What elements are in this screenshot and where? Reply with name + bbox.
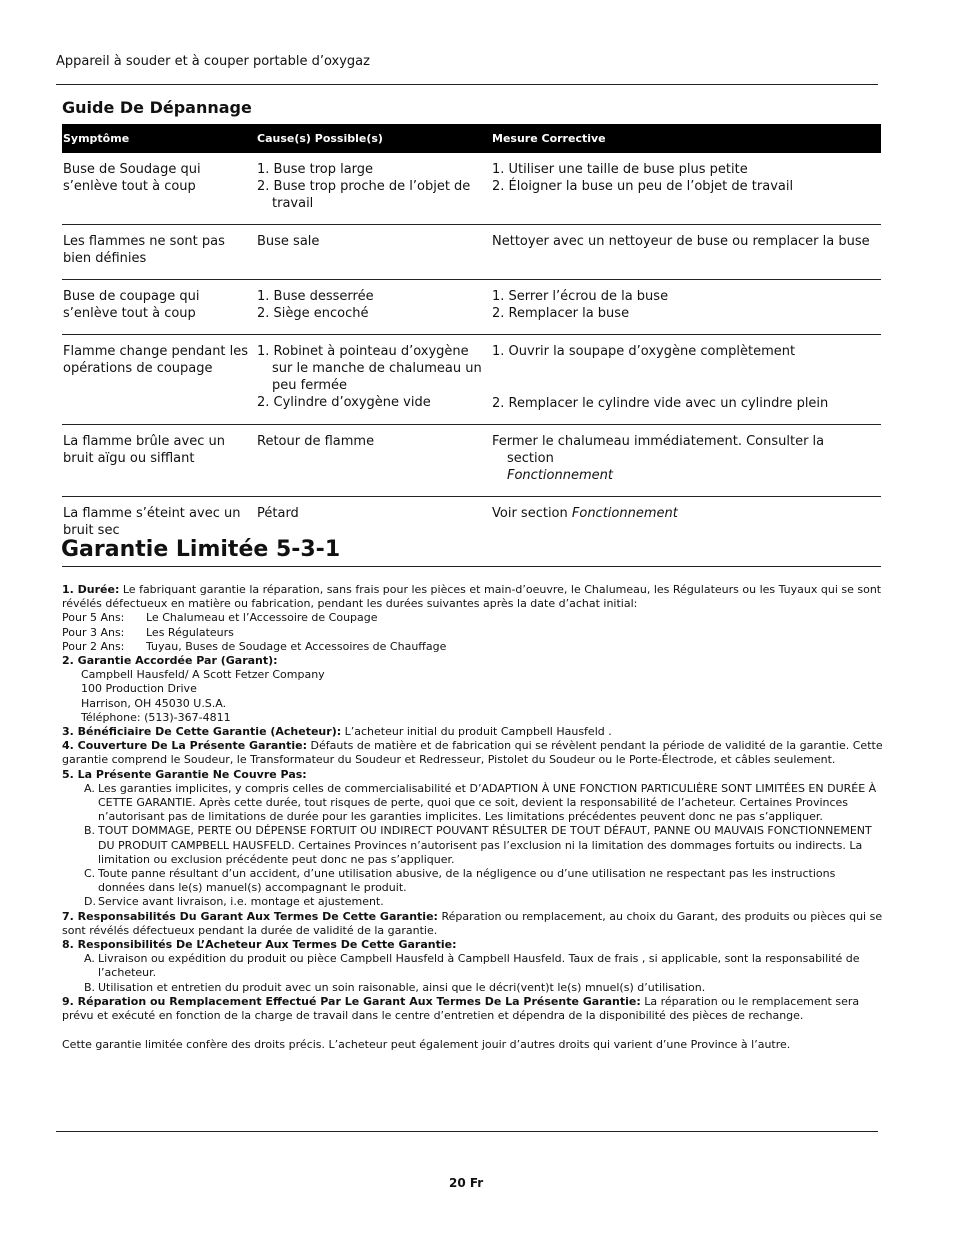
col-header-symptom: Symptôme — [63, 132, 130, 145]
item-letter: D. — [84, 895, 96, 909]
cause-item: 2. Siège encoché — [257, 306, 369, 321]
measures-cell — [491, 425, 881, 497]
warranty-section-5 — [62, 768, 884, 782]
measures-cell — [491, 335, 881, 425]
causes-cell — [256, 153, 491, 225]
warranty-body — [62, 583, 884, 1053]
troubleshooting-table — [62, 124, 881, 551]
list-item — [62, 895, 884, 909]
cause-item: 1. Buse desserrée — [257, 289, 374, 304]
duration-row — [62, 640, 884, 654]
table-row — [62, 335, 881, 425]
measure-text: Fermer le chalumeau immédiatement. Consulter la section — [492, 434, 825, 466]
section-label: 9. Réparation ou Remplacement Effectué Par Le Garant Aux Termes De La Présente Garantie: — [62, 994, 641, 1008]
section-text: La réparation ou le remplacement sera prévu et exécuté en fonction de la charge de travail dans le centre d’entretien et dépendra de la disponibilité des pièces de rechange. — [62, 994, 860, 1023]
list-item — [62, 867, 884, 895]
header-rule — [56, 84, 878, 85]
symptom-cell: La flamme brûle avec un bruit aïgu ou sifflant — [62, 425, 256, 497]
page-header: Appareil à souder et à couper portable d’oxygaz — [56, 54, 370, 69]
col-header-measures: Mesure Corrective — [492, 132, 606, 145]
cause-item: 1. Robinet à pointeau d’oxygène sur le manche de chalumeau un peu fermée — [257, 344, 482, 393]
footer-rule — [56, 1131, 878, 1132]
duration-value: Tuyau, Buses de Soudage et Accessoires de Chauffage — [146, 639, 447, 653]
warranty-title: Garantie Limitée 5-3-1 — [61, 537, 341, 562]
section-label: 3. Bénéficiaire De Cette Garantie (Acheteur): — [62, 725, 342, 739]
warranty-section-4 — [62, 739, 884, 767]
item-letter: B. — [84, 980, 96, 994]
item-letter: A. — [84, 781, 95, 795]
measure-link-text: Fonctionnement — [507, 468, 613, 483]
symptom-cell: La flamme s’éteint avec un bruit sec — [63, 506, 241, 538]
list-item — [62, 952, 884, 980]
section-label: 8. Responsibilités De L’Acheteur Aux Termes De Cette Garantie: — [62, 938, 457, 952]
warranty-section-9 — [62, 995, 884, 1023]
list-item — [62, 782, 884, 825]
symptom-cell: Buse de Soudage qui s’enlève tout à coup — [62, 153, 256, 225]
warranty-rule — [62, 566, 881, 567]
measures-cell — [491, 153, 881, 225]
section-label: 5. La Présente Garantie Ne Couvre Pas: — [62, 767, 307, 781]
cause-item: 2. Cylindre d’oxygène vide — [257, 395, 431, 410]
measures-cell — [491, 280, 881, 335]
measures-cell — [491, 497, 881, 552]
page-number: 20 Fr — [449, 1176, 484, 1190]
item-letter: A. — [84, 952, 95, 966]
section-label: 1. Durée: — [62, 583, 120, 596]
col-header-causes: Cause(s) Possible(s) — [257, 132, 383, 145]
measure-item: 2. Remplacer le cylindre vide avec un cylindre plein — [492, 396, 829, 411]
address-line: Campbell Hausfeld/ A Scott Fetzer Company — [81, 668, 325, 682]
duration-value: Le Chalumeau et l’Accessoire de Coupage — [146, 611, 378, 625]
duration-row — [62, 611, 884, 625]
list-item — [62, 981, 884, 995]
item-text: Service avant livraison, i.e. montage et ajustement. — [98, 895, 384, 909]
table-header-row — [62, 124, 881, 153]
symptom-cell: Les flammes ne sont pas bien définies — [62, 225, 256, 280]
measure-item: 1. Utiliser une taille de buse plus petite — [492, 162, 748, 177]
measure-item: 2. Éloigner la buse un peu de l’objet de travail — [492, 179, 794, 194]
table-row — [62, 425, 881, 497]
item-text: TOUT DOMMAGE, PERTE OU DÉPENSE FORTUIT OU INDIRECT POUVANT RÉSULTER DE TOUT DÉFAUT, PANNE OU MAUVAIS FONCTIONNEMENT DU PRODUIT CAMPBELL HAUSFELD. Certaines Provinces n’autorisent pas l’exclusion ni la limitation des dommages fortuits ou indirects. La limitation ou exclusion précédente peut donc ne pas s’appliquer. — [98, 824, 872, 866]
warranty-section-2 — [62, 654, 884, 668]
warranty-section-1 — [62, 583, 884, 611]
section-label: 2. Garantie Accordée Par (Garant): — [62, 654, 278, 668]
item-text: Les garanties implicites, y compris celles de commercialisabilité et D’ADAPTION À UNE FONCTION PARTICULIÈRE SONT LIMITÉES EN DURÉE À CETTE GARANTIE. Après cette durée, tout risques de perte, quoi que ce soit, devient la responsabilité de l’acheteur. Certaines Provinces n’autorisant pas de limitations de durée pour les garanties implicites. Les limitations précédentes peuvent donc ne pas s’appliquer. — [98, 781, 877, 824]
duration-key: Pour 5 Ans: — [62, 611, 125, 625]
duration-key: Pour 3 Ans: — [62, 625, 125, 639]
measures-cell: Nettoyer avec un nettoyeur de buse ou remplacer la buse — [491, 225, 881, 280]
symptom-cell: Flamme change pendant les opérations de coupage — [62, 335, 256, 425]
section-text: Le fabriquant garantie la réparation, sans frais pour les pièces et main-d’oeuvre, le Chalumeau, les Régulateurs ou les Tuyaux qui se sont révélés défectueux en matière ou fabrication, pendant les durées suivantes après la date d’achat initial: — [62, 583, 882, 611]
address-line: Téléphone: (513)-367-4811 — [81, 710, 231, 724]
section-label: 4. Couverture De La Présente Garantie: — [62, 739, 308, 753]
causes-cell — [256, 335, 491, 425]
measure-item: 1. Serrer l’écrou de la buse — [492, 289, 669, 304]
section-text: Réparation ou remplacement, au choix du Garant, des produits ou pièces qui se sont révélés défectueux pendant la durée de validité de la garantie. — [62, 909, 883, 937]
item-text: Utilisation et entretien du produit avec un soin raisonable, ainsi que le décri(vent)t le(s) mnuel(s) d’utilisation. — [98, 980, 706, 994]
table-row — [62, 225, 881, 280]
measure-text: Voir section — [492, 506, 572, 521]
table-row — [62, 153, 881, 225]
address-line: 100 Production Drive — [81, 682, 197, 696]
section-label: 7. Responsabilités Du Garant Aux Termes De Cette Garantie: — [62, 909, 438, 923]
address-line: Harrison, OH 45030 U.S.A. — [81, 696, 227, 710]
section-text: L’acheteur initial du produit Campbell Hausfeld . — [341, 725, 612, 739]
duration-value: Les Régulateurs — [146, 625, 234, 639]
list-item — [62, 824, 884, 867]
cause-item: 1. Buse trop large — [257, 162, 374, 177]
measure-item: 2. Remplacer la buse — [492, 306, 630, 321]
cause-item: 2. Buse trop proche de l’objet de travail — [257, 179, 471, 211]
duration-key: Pour 2 Ans: — [62, 639, 125, 653]
item-letter: B. — [84, 824, 96, 838]
causes-cell: Buse sale — [256, 225, 491, 280]
item-text: Toute panne résultant d’un accident, d’une utilisation abusive, de la négligence ou d’une utilisation ne respectant pas les instructions données dans le(s) manuel(s) accompagnant le produit. — [98, 867, 836, 895]
table-row — [62, 280, 881, 335]
duration-row — [62, 626, 884, 640]
item-text: Livraison ou expédition du produit ou pièce Campbell Hausfeld à Campbell Hausfeld. Taux de frais , si applicable, sont la responsabilité de l’acheteur. — [98, 952, 860, 980]
causes-cell: Retour de flamme — [256, 425, 491, 497]
causes-cell — [256, 280, 491, 335]
guide-title: Guide De Dépannage — [62, 98, 252, 117]
warranty-section-8 — [62, 938, 884, 952]
warranty-section-7 — [62, 910, 884, 938]
measure-link-text: Fonctionnement — [571, 506, 678, 521]
causes-cell: Pétard — [257, 506, 299, 521]
warranty-final-statement: Cette garantie limitée confère des droits précis. L’acheteur peut également jouir d’autres droits qui varient d’une Province à l’autre. — [62, 1038, 791, 1052]
symptom-cell: Buse de coupage qui s’enlève tout à coup — [62, 280, 256, 335]
warranty-section-3 — [62, 725, 884, 739]
section-text: Défauts de matière et de fabrication qui se révèlent pendant la période de validité de la garantie. Cette garantie comprend le Soudeur, le Transformateur du Soudeur et Redresseur, Pistolet du Soudeur ou le Porte-Électrode, et câbles seulement. — [62, 739, 883, 767]
item-letter: C. — [84, 867, 96, 881]
measure-item: 1. Ouvrir la soupape d’oxygène complètement — [492, 344, 796, 359]
